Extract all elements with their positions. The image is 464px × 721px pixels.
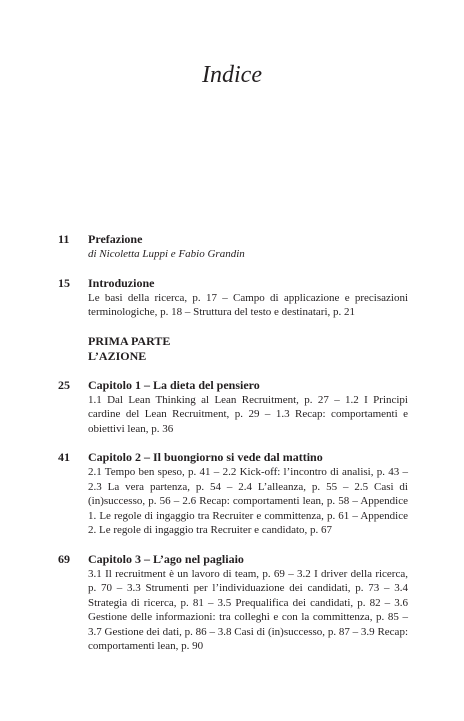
toc-page-number: 69 (58, 551, 70, 566)
toc-entry-content (88, 450, 408, 538)
part-title: L’AZIONE (88, 348, 147, 363)
table-of-contents (0, 232, 464, 668)
part-number: PRIMA PARTE (88, 333, 171, 348)
toc-page-number: 41 (58, 450, 70, 464)
toc-subtitle: 2.1 Tempo ben speso, p. 41 – 2.2 Kick-off: l’incontro di analisi, p. 43 – 2.3 La vera partenza, p. 54 – 2.4 L’alleanza, p. 55 – 2.5 Casi di (in)successo, p. 56 – 2.6 Recap: comportamenti lean, p. 58 – Appendice 1. Le regole di ingaggio tra Recruiter e committenza, p. 61 – Appendice 2. Le regole di ingaggio tra Recruiter e candidato, p. 67 (88, 466, 408, 536)
toc-entry-introduzione (0, 276, 464, 320)
toc-heading: Prefazione (88, 232, 143, 246)
toc-heading: Introduzione (88, 275, 155, 290)
toc-heading: Capitolo 2 – Il buongiorno si vede dal mattino (88, 450, 323, 464)
toc-heading: Capitolo 3 – L’ago nel pagliaio (88, 551, 244, 566)
toc-page-number: 15 (58, 275, 70, 290)
toc-entry-content (88, 552, 408, 654)
toc-entry-prefazione (0, 232, 464, 262)
toc-entry-content (88, 378, 408, 437)
toc-subtitle: di Nicoletta Luppi e Fabio Grandin (88, 248, 245, 260)
toc-entry-chapter-2 (0, 450, 464, 538)
toc-heading: Capitolo 1 – La dieta del pensiero (88, 377, 260, 392)
page-title: Indice (202, 62, 262, 88)
part-heading (88, 334, 464, 364)
toc-entry-content (88, 232, 408, 262)
toc-entry-chapter-3 (0, 552, 464, 654)
toc-subtitle: 1.1 Dal Lean Thinking al Lean Recruitment, p. 27 – 1.2 I Principi cardine del Lean Recruitment, p. 29 – 1.3 Recap: comportamenti e obiettivi lean, p. 36 (88, 393, 408, 435)
toc-page-number: 11 (58, 232, 70, 246)
toc-entry-content (88, 276, 408, 320)
toc-subtitle: Le basi della ricerca, p. 17 – Campo di applicazione e precisazioni terminologiche, p. 18 – Struttura del testo e destinatari, p. 21 (88, 291, 408, 318)
toc-subtitle: 3.1 Il recruitment è un lavoro di team, p. 69 – 3.2 I driver della ricerca, p. 70 – 3.3 Strumenti per l’individuazione dei candidati, p. 73 – 3.4 Strategia di ricerca, p. 81 – 3.5 Prequalifica dei candidati, p. 82 – 3.6 Gestione delle informazioni: tra colleghi e con la committenza, p. 85 – 3.7 Gestione dei dati, p. 86 – 3.8 Casi di (in)successo, p. 87 – 3.9 Recap: comportamenti lean, p. 90 (88, 567, 408, 652)
toc-page-number: 25 (58, 377, 70, 392)
toc-entry-chapter-1 (0, 378, 464, 437)
